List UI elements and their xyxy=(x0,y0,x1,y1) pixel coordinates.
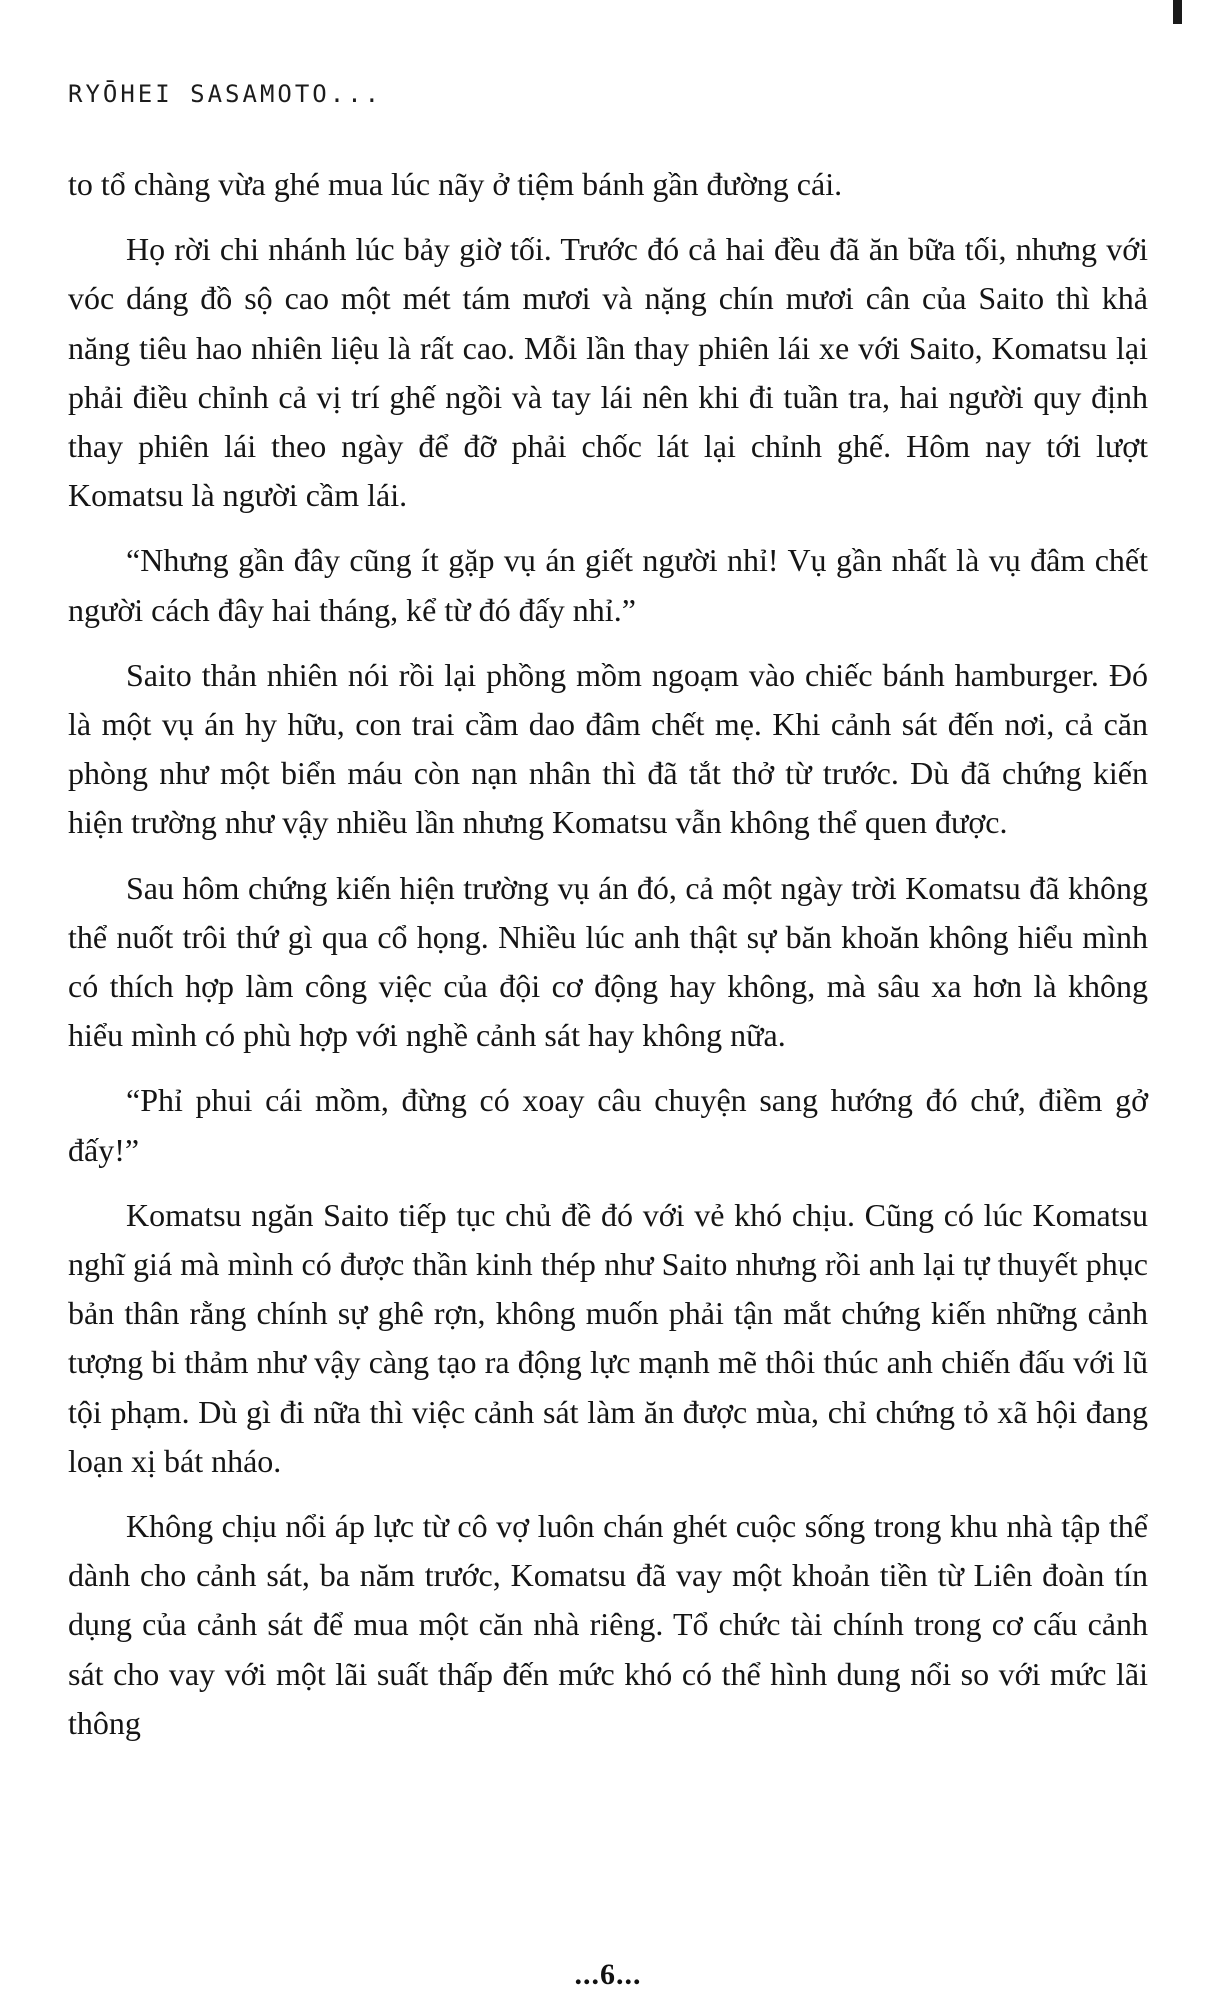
corner-scan-mark xyxy=(1173,0,1182,24)
paragraph: Họ rời chi nhánh lúc bảy giờ tối. Trước đó cả hai đều đã ăn bữa tối, nhưng với vóc dáng đồ sộ cao một mét tám mươi và nặng chín mươi cân của Saito thì khả năng tiêu hao nhiên liệu là rất cao. Mỗi lần thay phiên lái xe với Saito, Komatsu lại phải điều chỉnh cả vị trí ghế ngồi và tay lái nên khi đi tuần tra, hai người quy định thay phiên lái theo ngày để đỡ phải chốc lát lại chỉnh ghế. Hôm nay tới lượt Komatsu là người cầm lái. xyxy=(68,231,1148,514)
paragraph: to tổ chàng vừa ghé mua lúc nãy ở tiệm bánh gần đường cái. xyxy=(68,166,843,202)
paragraph: Không chịu nổi áp lực từ cô vợ luôn chán ghét cuộc sống trong khu nhà tập thể dành cho cảnh sát, ba năm trước, Komatsu đã vay một khoản tiền từ Liên đoàn tín dụng của cảnh sát để mua một căn nhà riêng. Tổ chức tài chính trong cơ cấu cảnh sát cho vay với một lãi suất thấp đến mức khó có thể hình dung nổi so với mức lãi thông xyxy=(68,1508,1148,1741)
paragraph: “Phỉ phui cái mồm, đừng có xoay câu chuyện sang hướng đó chứ, điềm gở đấy!” xyxy=(68,1082,1148,1168)
page-number: ...6... xyxy=(574,1958,642,1991)
running-header: RYŌHEI SASAMOTO... xyxy=(68,80,383,108)
body-text xyxy=(68,160,1148,1764)
paragraph: Sau hôm chứng kiến hiện trường vụ án đó, cả một ngày trời Komatsu đã không thể nuốt trôi thứ gì qua cổ họng. Nhiều lúc anh thật sự băn khoăn không hiểu mình có thích hợp làm công việc của đội cơ động hay không, mà sâu xa hơn là không hiểu mình có phù hợp với nghề cảnh sát hay không nữa. xyxy=(68,869,1148,1054)
paragraph: Komatsu ngăn Saito tiếp tục chủ đề đó với vẻ khó chịu. Cũng có lúc Komatsu nghĩ giá mà mình có được thần kinh thép như Saito nhưng rồi anh lại tự thuyết phục bản thân rằng chính sự ghê rợn, không muốn phải tận mắt chứng kiến những cảnh tượng bi thảm như vậy càng tạo ra động lực mạnh mẽ thôi thúc anh chiến đấu với lũ tội phạm. Dù gì đi nữa thì việc cảnh sát làm ăn được mùa, chỉ chứng tỏ xã hội đang loạn xị bát nháo. xyxy=(68,1196,1148,1479)
paragraph: “Nhưng gần đây cũng ít gặp vụ án giết người nhỉ! Vụ gần nhất là vụ đâm chết người cách đây hai tháng, kể từ đó đấy nhỉ.” xyxy=(68,542,1148,628)
paragraph: Saito thản nhiên nói rồi lại phồng mồm ngoạm vào chiếc bánh hamburger. Đó là một vụ án hy hữu, con trai cầm dao đâm chết mẹ. Khi cảnh sát đến nơi, cả căn phòng như một biển máu còn nạn nhân thì đã tắt thở từ trước. Dù đã chứng kiến hiện trường như vậy nhiều lần nhưng Komatsu vẫn không thể quen được. xyxy=(68,656,1148,841)
